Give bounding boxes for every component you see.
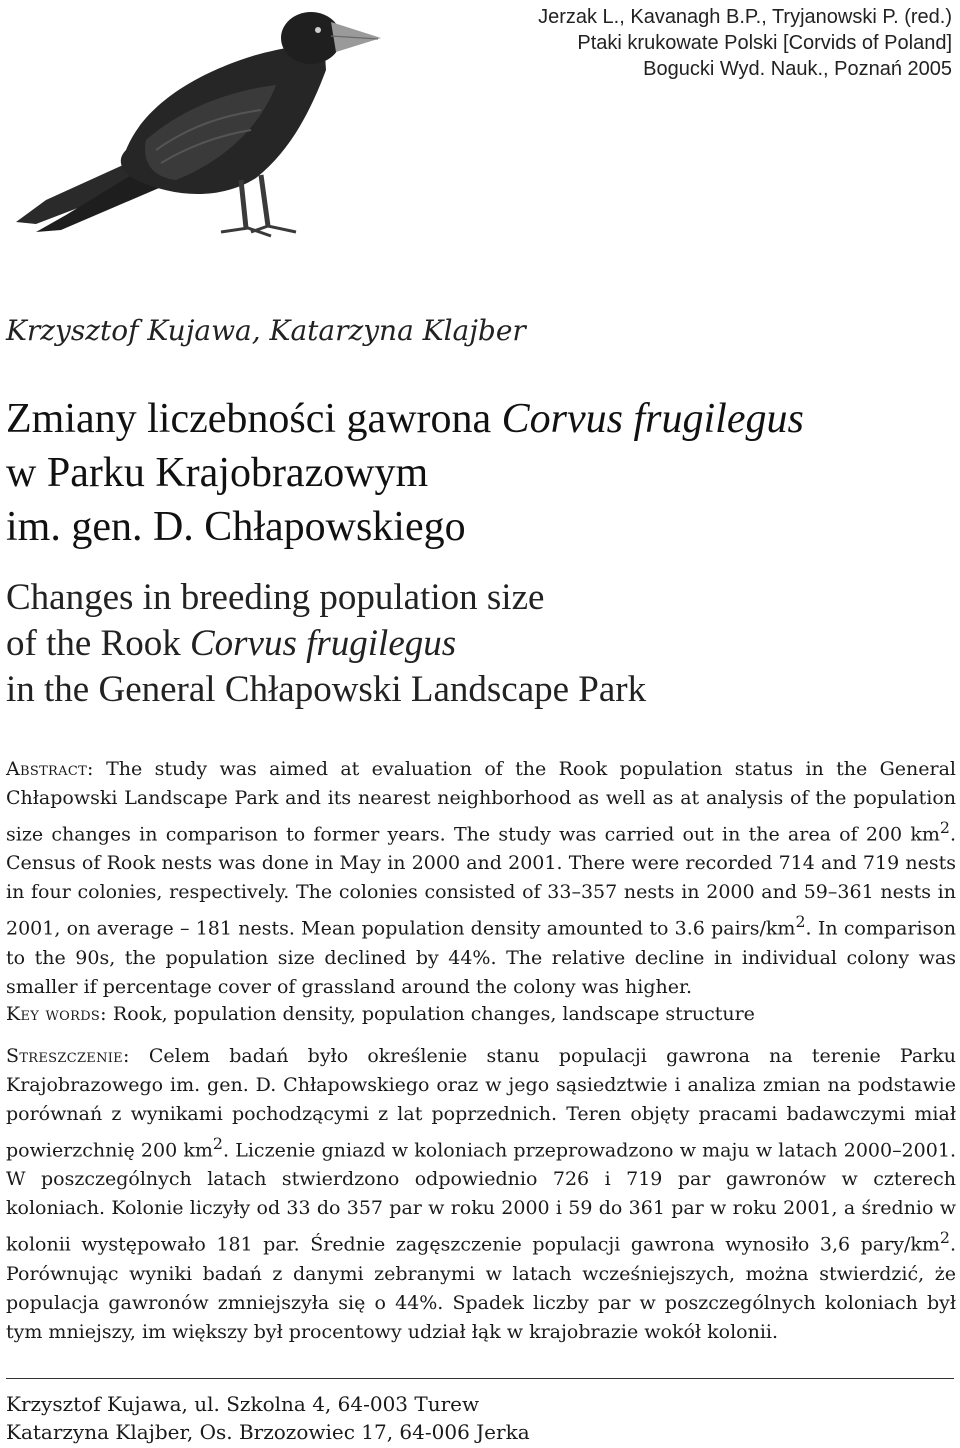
address-kujawa: Krzysztof Kujawa, ul. Szkolna 4, 64-003 Turew — [6, 1392, 480, 1416]
species-name: Corvus frugilegus — [501, 396, 804, 442]
author-addresses — [6, 1390, 530, 1446]
title-polish-line-3: im. gen. D. Chłapowskiego — [6, 504, 466, 550]
citation-line-title: Ptaki krukowate Polski [Corvids of Poland] — [577, 32, 952, 54]
abstract: Abstract: The study was aimed at evaluation of the Rook population status in the General Chłapowski Landscape Park and its nearest neighborhood as well as at analysis of the population size changes in comparison to former years. The study was carried out in the area of 200 $km^2$. Census of Rook nests was done in May in 2000 and 2001. There were recorded 714 and 719 nests in four colonies, respectively. The colonies consisted of 33–357 nests in 2000 and 59–361 nests in 2001, on average – 181 nests. Mean population density amounted to 3.6 pairs/$km^2$. In comparison to the 90s, the population size declined by 44%. The relative decline in individual colony was smaller if percentage cover of grassland around the colony was higher. — [6, 758, 956, 998]
streszczenie: Streszczenie: Celem badań było określenie stanu populacji gawrona na terenie Parku Krajobrazowego im. gen. D. Chłapowskiego oraz w jego sąsiedztwie i analiza zmian na podstawie porównań z wynikami pochodzącymi z lat poprzednich. Teren objęty pracami badawczymi miał powierzchnię 200 $km^2$. Liczenie gniazd w koloniach przeprowadzono w maju w latach 2000–2001. W poszczególnych latach stwierdzono odpowiednio 726 i 719 par gawronów w czterech koloniach. Kolonie liczyły od 33 do 357 par w roku 2000 i 59 do 361 par w roku 2001, a średnio w kolonii występowało 181 par. Średnie zagęszczenie populacji gawrona wynosiło 3,6 pary/$km^2$. Porównując wyniki badań z danymi zebranymi w latach wcześniejszych, można stwierdzić, że populacja gawronów zmniejszyła się o 44%. Spadek liczby par w poszczególnych koloniach był tym mniejszy, im większy był procentowy udział łąk w krajobrazie wokół kolonii. — [6, 1045, 956, 1343]
citation-line-publisher: Bogucki Wyd. Nauk., Poznań 2005 — [643, 58, 952, 80]
title-polish-line-1: Zmiany liczebności gawrona Corvus frugilegus — [6, 396, 804, 442]
streszczenie-label: Streszczenie: — [6, 1045, 130, 1067]
rook-bird-icon — [6, 0, 386, 245]
title-english — [6, 575, 946, 713]
citation-line-editors: Jerzak L., Kavanagh B.P., Tryjanowski P. (red.) — [538, 6, 952, 28]
title-polish-line-2: w Parku Krajobrazowym — [6, 450, 429, 496]
abstract-label: Abstract: — [6, 758, 94, 780]
keywords-label: Key words: — [6, 1003, 107, 1025]
title-english-line-2: of the Rook Corvus frugilegus — [6, 623, 457, 664]
address-klajber: Katarzyna Klajber, Os. Brzozowiec 17, 64-006 Jerka — [6, 1420, 530, 1444]
title-polish — [6, 392, 946, 554]
book-citation — [538, 4, 952, 82]
title-english-line-1: Changes in breeding population size — [6, 577, 545, 618]
keywords: Key words: Rook, population density, population changes, landscape structure — [6, 1003, 755, 1025]
species-name: Corvus frugilegus — [189, 623, 457, 664]
section-divider — [6, 1378, 954, 1379]
title-english-line-3: in the General Chłapowski Landscape Park — [6, 669, 647, 710]
paper-authors: Krzysztof Kujawa, Katarzyna Klajber — [6, 314, 526, 347]
